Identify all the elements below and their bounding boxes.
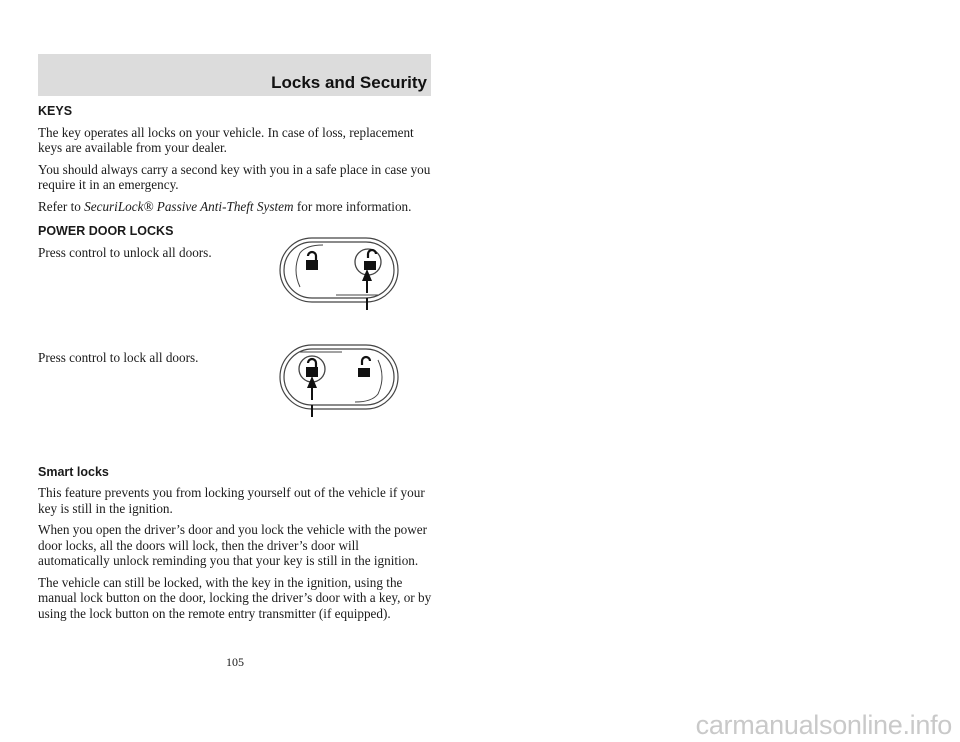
section-header-band [38, 54, 431, 96]
lock-step [38, 350, 434, 455]
unlock-switch-illustration [278, 235, 408, 330]
unlock-step [38, 245, 434, 350]
lock-instruction: Press control to lock all doors. [38, 349, 199, 365]
page-number: 105 [226, 655, 244, 669]
page-content [38, 104, 434, 627]
smart-locks-paragraph-3: The vehicle can still be locked, with the key in the ignition, using the manual lock button on the door, locking the driver’s door with a key, or by using the lock button on the remote entry transmitter (if equipped). [38, 574, 432, 621]
keys-refer-suffix: for more information. [293, 198, 412, 214]
keys-refer-prefix: Refer to [38, 198, 85, 214]
watermark: carmanualsonline.info [695, 710, 952, 740]
smart-locks-paragraph-1: This feature prevents you from locking yourself out of the vehicle if your key is still in the ignition. [38, 485, 425, 516]
unlock-icon [358, 357, 370, 377]
securilock-reference: SecuriLock® Passive Anti-Theft System [84, 198, 294, 214]
smart-locks-paragraph-2: When you open the driver’s door and you lock the vehicle with the power door locks, all the doors will lock, then the driver’s door will automatically unlock reminding you that your key is still in the ignition. [38, 522, 428, 568]
lock-switch-illustration [278, 342, 408, 437]
keys-paragraph-2: You should always carry a second key with you in a safe place in case you require it in an emergency. [38, 161, 431, 192]
keys-paragraph-1: The key operates all locks on your vehicle. In case of loss, replacement keys are available from your dealer. [38, 124, 414, 155]
smart-locks-heading: Smart locks [38, 464, 109, 479]
power-door-locks-heading: POWER DOOR LOCKS [38, 224, 174, 238]
lock-icon [306, 252, 318, 270]
keys-heading: KEYS [38, 104, 73, 118]
unlock-icon [364, 250, 376, 270]
keys-paragraph-3 [38, 199, 434, 215]
unlock-instruction: Press control to unlock all doors. [38, 244, 212, 260]
section-title: Locks and Security [271, 73, 427, 92]
lock-icon [306, 359, 318, 377]
